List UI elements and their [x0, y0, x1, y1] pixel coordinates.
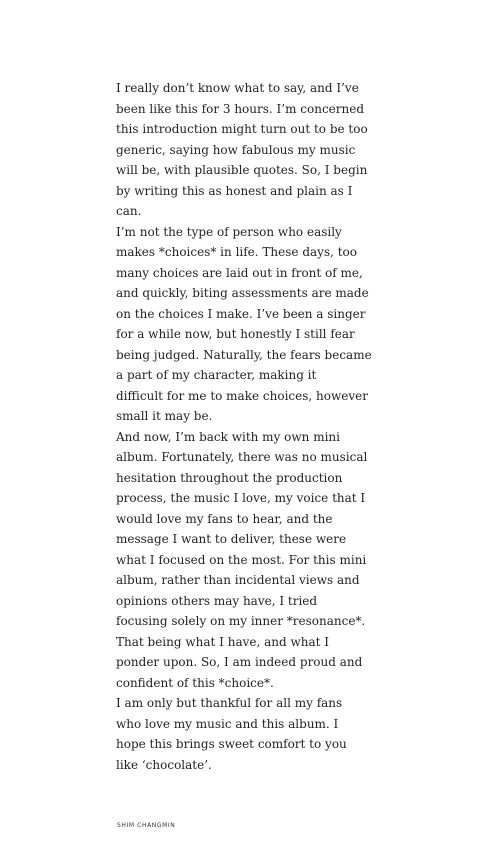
letter-line: opinions others may have, I tried: [116, 593, 318, 608]
letter-line: being judged. Naturally, the fears became: [116, 347, 372, 362]
letter-line: been like this for 3 hours. I’m concerned: [116, 101, 365, 116]
letter-line: many choices are laid out in front of me,: [116, 265, 363, 280]
letter-line: what I focused on the most. For this mini: [116, 552, 367, 567]
letter-line: will be, with plausible quotes. So, I begin: [116, 163, 368, 177]
letter-line: I am only but thankful for all my fans: [116, 696, 343, 710]
letter-line: hope this brings sweet comfort to you: [116, 737, 347, 751]
letter-line: ponder upon. So, I am indeed proud and: [116, 655, 363, 669]
letter-line: this introduction might turn out to be too: [116, 122, 368, 136]
letter-line: process, the music I love, my voice that I: [116, 491, 366, 505]
letter-line: hesitation throughout the production: [116, 470, 343, 485]
letter-line: That being what I have, and what I: [116, 634, 330, 649]
letter-line: by writing this as honest and plain as I: [116, 183, 353, 198]
letter-line: for a while now, but honestly I still fear: [116, 327, 355, 341]
letter-line: and quickly, biting assessments are made: [116, 286, 369, 300]
letter-line: a part of my character, making it: [116, 368, 317, 382]
letter-line: message I want to deliver, these were: [116, 532, 347, 546]
letter-line: who love my music and this album. I: [116, 716, 339, 731]
letter-line: I’m not the type of person who easily: [116, 224, 342, 239]
letter-line: focusing solely on my inner *resonance*.: [116, 614, 366, 628]
letter-line: makes *choices* in life. These days, too: [116, 245, 357, 259]
letter-line: difficult for me to make choices, however: [116, 388, 368, 403]
letter-line: like ‘chocolate’.: [116, 757, 212, 772]
letter-line: small it may be.: [116, 409, 213, 423]
letter-line: album. Fortunately, there was no musical: [116, 450, 368, 464]
signature: SHIM CHANGMIN: [117, 822, 176, 829]
letter-line: would love my fans to hear, and the: [116, 511, 333, 526]
letter-line: I really don’t know what to say, and I’ve: [116, 81, 359, 95]
letter-line: can.: [116, 204, 142, 218]
letter-body: [116, 78, 396, 775]
letter-line: generic, saying how fabulous my music: [116, 142, 356, 157]
letter-line: And now, I’m back with my own mini: [116, 429, 340, 444]
letter-line: confident of this *choice*.: [116, 675, 274, 690]
letter-line: on the choices I make. I’ve been a singer: [116, 306, 366, 321]
letter-line: album, rather than incidental views and: [116, 573, 360, 587]
